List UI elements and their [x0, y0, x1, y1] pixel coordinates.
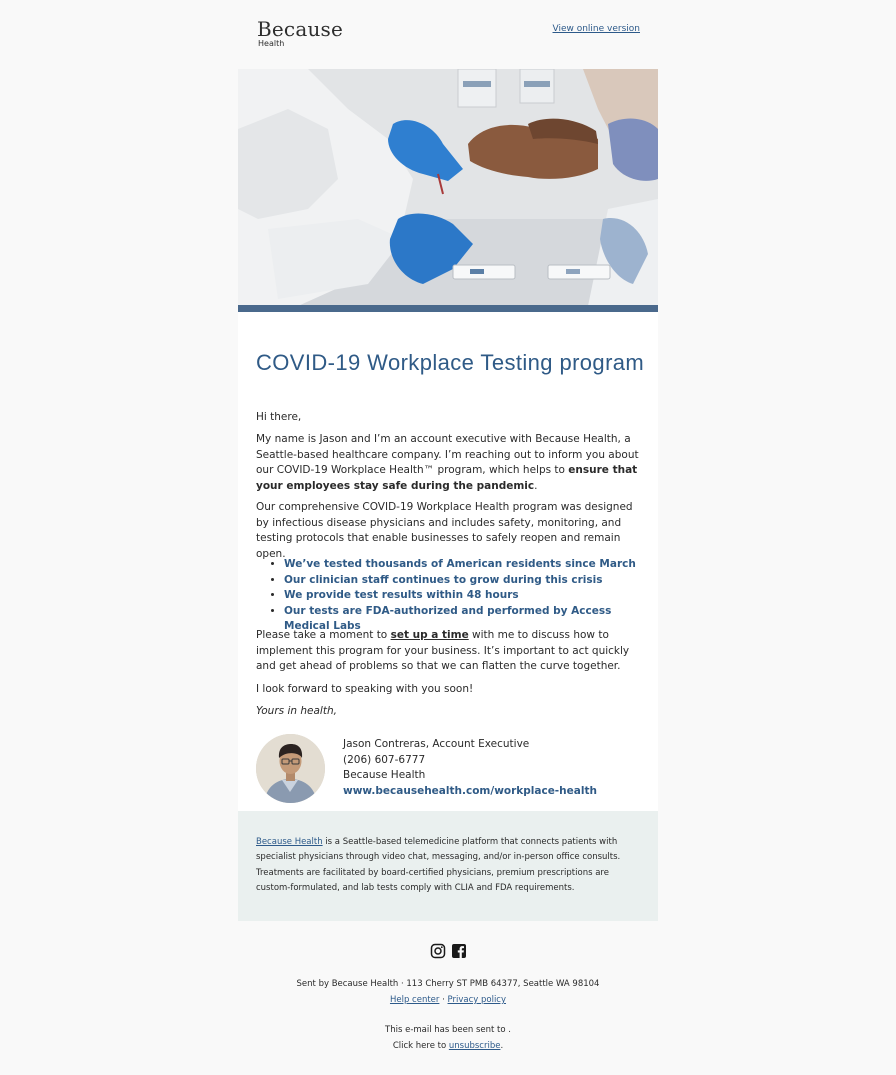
benefit-item: • We’ve tested thousands of American residents since March [284, 557, 658, 573]
brand-logo[interactable] [257, 18, 343, 48]
intro-text: My name is Jason and I’m an account executive with Because Health, a Seattle-based healthcare company. I’m reaching out to inform you about our COVID-19 Workplace Health™ program, which helps to [256, 433, 639, 476]
greeting: Hi there, [256, 411, 302, 423]
signature-company: Because Health [343, 769, 426, 781]
signature-phone: (206) 607-6777 [343, 753, 426, 766]
signature-name: Jason Contreras, Account Executive [343, 738, 530, 750]
cta-text-b: with me to discuss how to implement this program for your business. It’s important to act quickly and get ahead of problems so that we can flatten the curve together. [256, 629, 630, 672]
email-header [238, 18, 658, 52]
help-center-link[interactable]: Help center [389, 995, 440, 1005]
about-section [238, 811, 658, 921]
about-company-link[interactable]: Because Health [256, 837, 323, 847]
signature-block [343, 737, 597, 799]
privacy-policy-link[interactable]: Privacy policy [447, 995, 507, 1005]
avatar [256, 734, 325, 803]
intro-emphasis: ensure that your employees stay safe during the pandemic [256, 464, 638, 492]
intro-paragraph [256, 432, 640, 494]
logo-subtitle: Health [258, 39, 285, 48]
content-card [238, 312, 658, 811]
cta-text-a: Please take a moment to [256, 629, 391, 641]
unsubscribe-suffix: . [500, 1041, 504, 1051]
facebook-icon[interactable] [451, 943, 467, 959]
benefits-list [284, 557, 658, 635]
intro-end: . [534, 479, 538, 492]
benefit-item: • We provide test results within 48 hours [284, 588, 658, 604]
page-title: COVID-19 Workplace Testing program [256, 350, 645, 375]
footer-separator: · [439, 995, 448, 1005]
hero-accent-bar [238, 305, 658, 312]
benefit-item: • Our clinician staff continues to grow during this crisis [284, 573, 658, 589]
about-paragraph [256, 835, 644, 896]
signature-website-link[interactable]: www.becausehealth.com/workplace-health [343, 784, 597, 797]
unsubscribe-prefix: Click here to [392, 1041, 449, 1051]
unsubscribe-link[interactable]: unsubscribe [448, 1041, 501, 1051]
footer-unsubscribe [0, 1040, 896, 1052]
view-online-link[interactable]: View online version [552, 24, 640, 34]
social-icons [430, 943, 467, 959]
set-up-time-link[interactable]: set up a time [390, 629, 469, 641]
logo-wordmark: Because [257, 17, 344, 41]
footer-links [0, 994, 896, 1006]
instagram-icon[interactable] [430, 943, 446, 959]
closing-line: I look forward to speaking with you soon! [256, 683, 474, 695]
hero-image [238, 69, 658, 306]
footer-sent-to: This e-mail has been sent to . [385, 1025, 511, 1035]
cta-paragraph [256, 628, 640, 675]
about-text: is a Seattle-based telemedicine platform that connects patients with specialist physicians through video chat, messaging, and/or in-person office consults. Treatments are facilitated by board-certified physicians, premium prescriptions are custom-formulated, and lab tests comply with CLIA and FDA requirements. [256, 837, 621, 893]
program-paragraph: Our comprehensive COVID-19 Workplace Health program was designed by infectious disease physicians and includes safety, monitoring, and testing protocols that enable businesses to safely reopen and remain open. [256, 501, 633, 560]
footer-address: Sent by Because Health · 113 Cherry ST PMB 64377, Seattle WA 98104 [296, 979, 600, 989]
benefit-item: • Our tests are FDA-authorized and performed by Access Medical Labs [284, 604, 658, 635]
sign-off: Yours in health, [256, 705, 337, 717]
